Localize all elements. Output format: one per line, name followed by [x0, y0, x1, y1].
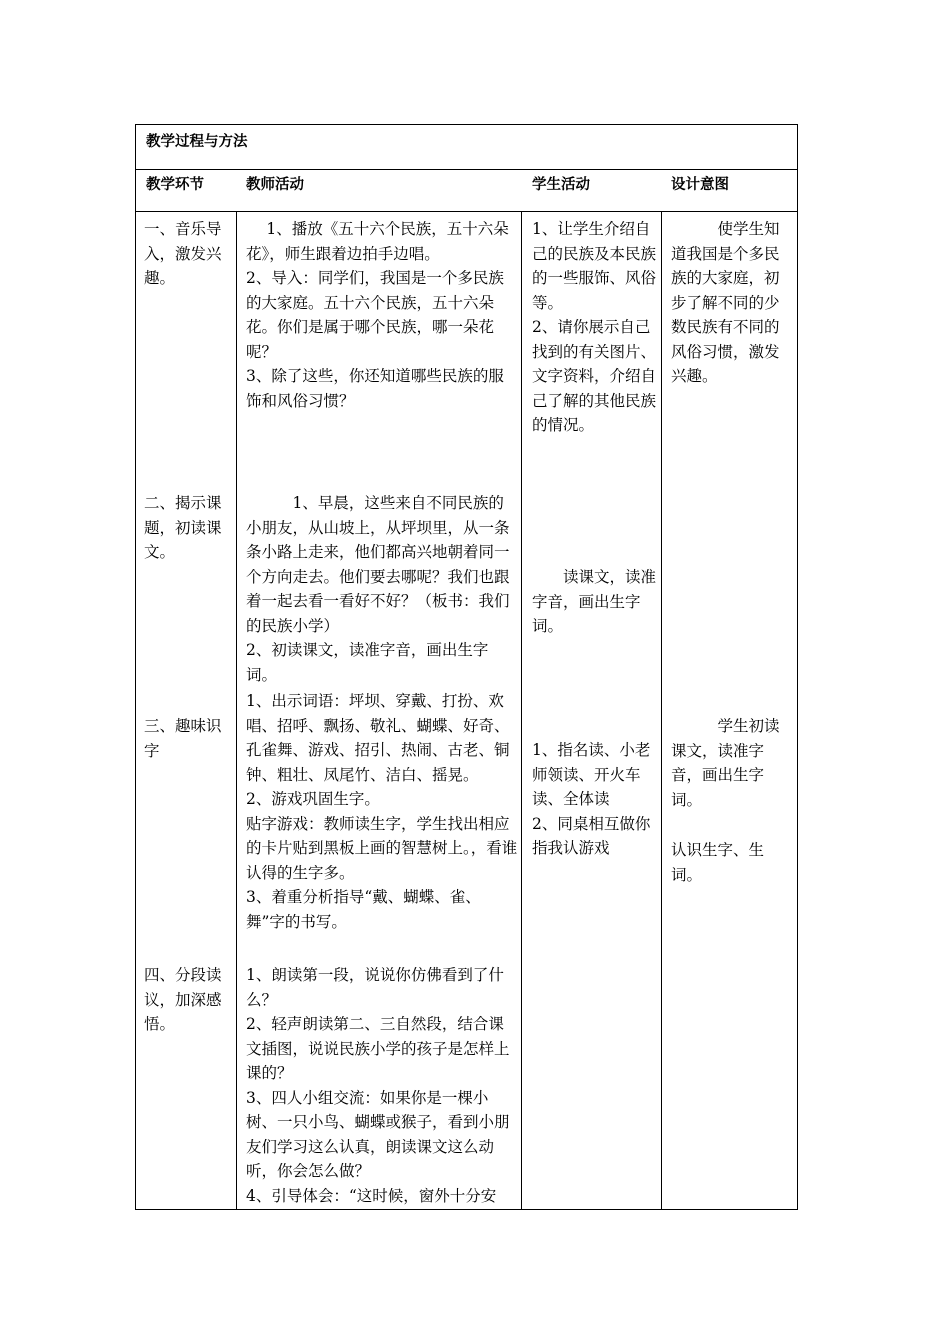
student-activity-2: 读课文，读准字音，画出生字词。 — [532, 568, 657, 635]
teacher-activity-3: 1、出示词语：坪坝、穿戴、打扮、欢唱、招呼、飘扬、敬礼、蝴蝶、好奇、孔雀舞、游戏、招引、热闹、古老、铜钟、粗壮、凤尾竹、洁白、摇晃。 2、游戏巩固生字。 贴字游戏：教师读生字，学生找出相应的卡片贴到黑板上画的智慧树上。，看谁认得的生字多。 3、着重分析指导“戴、蝴蝶、雀、舞”字的书写。 — [246, 692, 518, 931]
step-2: 二、揭示课题，初读课文。 — [144, 494, 222, 561]
header-step: 教学环节 — [146, 177, 204, 193]
design-intent-1: 使学生知道我国是个多民族的大家庭，初步了解不同的少数民族有不同的风俗习惯，激发兴趣。 — [671, 220, 780, 385]
teacher-activity-1: 1、播放《五十六个民族，五十六朵花》，师生跟着边拍手边唱。 2、导入：同学们，我国是一个多民族的大家庭。五十六个民族，五十六朵花。你们是属于哪个民族，哪一朵花呢？ 3、除了这些，你还知道哪些民族的服饰和风俗习惯？ — [246, 220, 509, 410]
table-title: 教学过程与方法 — [146, 134, 248, 150]
lesson-table — [135, 124, 798, 1210]
teacher-activity-4: 1、朗读第一段，说说你仿佛看到了什么？ 2、轻声朗读第二、三自然段，结合课文插图，说说民族小学的孩子是怎样上课的？ 3、四人小组交流：如果你是一棵小树、一只小鸟、蝴蝶或猴子，看到小朋友们学习这么认真，朗读课文这么动听，你会怎么做？ 4、引导体会：“这时候，窗外十分安 — [246, 966, 510, 1205]
student-activity-1: 1、让学生介绍自己的民族及本民族的一些服饰、风俗等。 2、请你展示自己找到的有关图片、文字资料，介绍自己了解的其他民族的情况。 — [532, 220, 657, 434]
step-1: 一、音乐导入，激发兴趣。 — [144, 220, 222, 287]
column-divider — [661, 211, 662, 1209]
header-teacher: 教师活动 — [246, 177, 304, 193]
student-activity-3: 1、指名读、小老师领读、开火车读、全体读 2、同桌相互做你指我认游戏 — [532, 741, 651, 857]
row-divider — [136, 169, 797, 170]
step-3: 三、趣味识字 — [144, 717, 222, 760]
column-divider — [236, 211, 237, 1209]
column-divider — [521, 211, 522, 1209]
design-intent-3: 认识生字、生词。 — [671, 841, 765, 884]
step-4: 四、分段读议，加深感悟。 — [144, 966, 222, 1033]
header-student: 学生活动 — [532, 177, 590, 193]
header-intent: 设计意图 — [671, 177, 729, 193]
teacher-activity-2: 1、早晨，这些来自不同民族的小朋友，从山坡上，从坪坝里，从一条条小路上走来，他们都高兴地朝着同一个方向走去。他们要去哪呢？我们也跟着一起去看一看好不好？（板书：我们的民族小学） 2、初读课文，读准字音，画出生字词。 — [246, 494, 510, 684]
design-intent-2: 学生初读课文，读准字音，画出生字词。 — [671, 717, 780, 809]
